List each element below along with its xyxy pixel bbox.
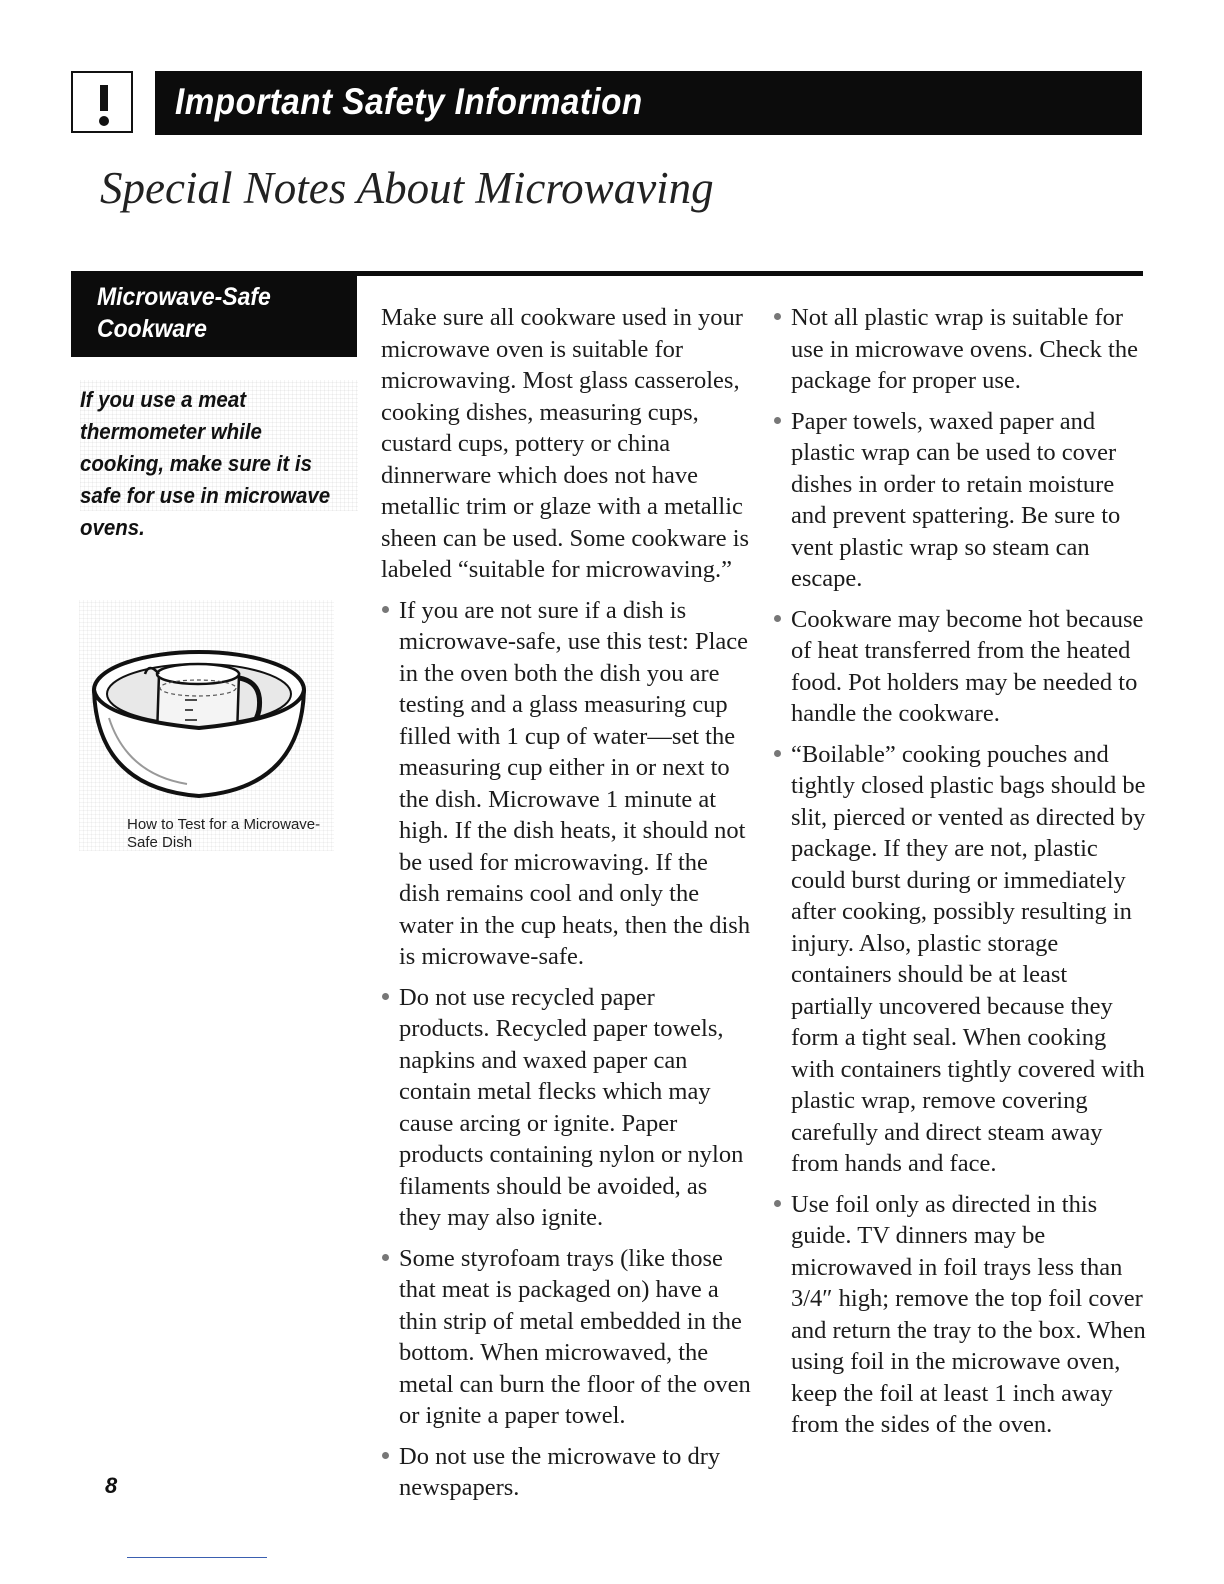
header-title: Important Safety Information <box>175 81 643 122</box>
section-rule <box>357 271 1143 276</box>
intro-paragraph: Make sure all cookware used in your microwave oven is suitable for microwaving. Most glass casseroles, cooking dishes, measuring cups, custard cups, pottery or china dinnerware which does not have metallic trim or glaze with a metallic sheen can be used. Some cookware is labeled “suitable for microwaving.” <box>381 304 750 583</box>
warning-exclamation-icon <box>71 71 133 133</box>
page-heading: Special Notes About Microwaving <box>100 163 714 213</box>
text-column-1 <box>381 302 751 1504</box>
bullet-item: Do not use the microwave to dry newspapers. <box>381 1441 751 1504</box>
meat-thermometer-tip <box>80 380 358 540</box>
figure-caption: How to Test for a Microwave-Safe Dish <box>127 816 321 851</box>
section-label <box>71 271 357 357</box>
bullet-item: Not all plastic wrap is suitable for use in microwave ovens. Check the package for proper use. <box>773 302 1146 397</box>
bullet-item: Cookware may become hot because of heat transferred from the heated food. Pot holders may be needed to handle the cookware. <box>773 604 1146 730</box>
bullet-item: Do not use recycled paper products. Recycled paper towels, napkins and waxed paper can contain metal flecks which may cause arcing or ignite. Paper products containing nylon or nylon filaments should be avoided, as they may also ignite. <box>381 982 751 1234</box>
footer-line <box>127 1557 267 1558</box>
section-label-text: Microwave-Safe Cookware <box>97 283 271 343</box>
microwave-safe-test-figure <box>79 600 334 851</box>
tip-text: If you use a meat thermometer while cooking, make sure it is safe for use in microwave ovens. <box>80 387 331 540</box>
bullet-item: “Boilable” cooking pouches and tightly closed plastic bags should be slit, pierced or vented as directed by package. If they are not, plastic could burst during or immediately after cooking, possibly resulting in injury. Also, plastic storage containers should be at least partially uncovered because they form a tight seal. When cooking with containers tightly covered with plastic wrap, remove covering carefully and direct steam away from hands and face. <box>773 739 1146 1180</box>
bowl-with-measuring-cup-icon <box>87 648 327 808</box>
text-column-2 <box>773 302 1146 1441</box>
bullet-item: Paper towels, waxed paper and plastic wrap can be used to cover dishes in order to retain moisture and prevent spattering. Be sure to vent plastic wrap so steam can escape. <box>773 406 1146 595</box>
bullet-item: Some styrofoam trays (like those that meat is packaged on) have a thin strip of metal embedded in the bottom. When microwaved, the metal can burn the floor of the oven or ignite a paper towel. <box>381 1243 751 1432</box>
bullet-item: If you are not sure if a dish is microwave-safe, use this test: Place in the oven both the dish you are testing and a glass measuring cup filled with 1 cup of water—set the measuring cup either in or next to the dish. Microwave 1 minute at high. If the dish heats, it should not be used for microwaving. If the dish remains cool and only the water in the cup heats, then the dish is microwave-safe. <box>381 595 751 973</box>
bullet-item: Use foil only as directed in this guide. TV dinners may be microwaved in foil trays less than 3/4″ high; remove the top foil cover and return the tray to the box. When using foil in the microwave oven, keep the foil at least 1 inch away from the sides of the oven. <box>773 1189 1146 1441</box>
header-bar <box>155 71 1142 135</box>
page-number: 8 <box>105 1473 118 1498</box>
